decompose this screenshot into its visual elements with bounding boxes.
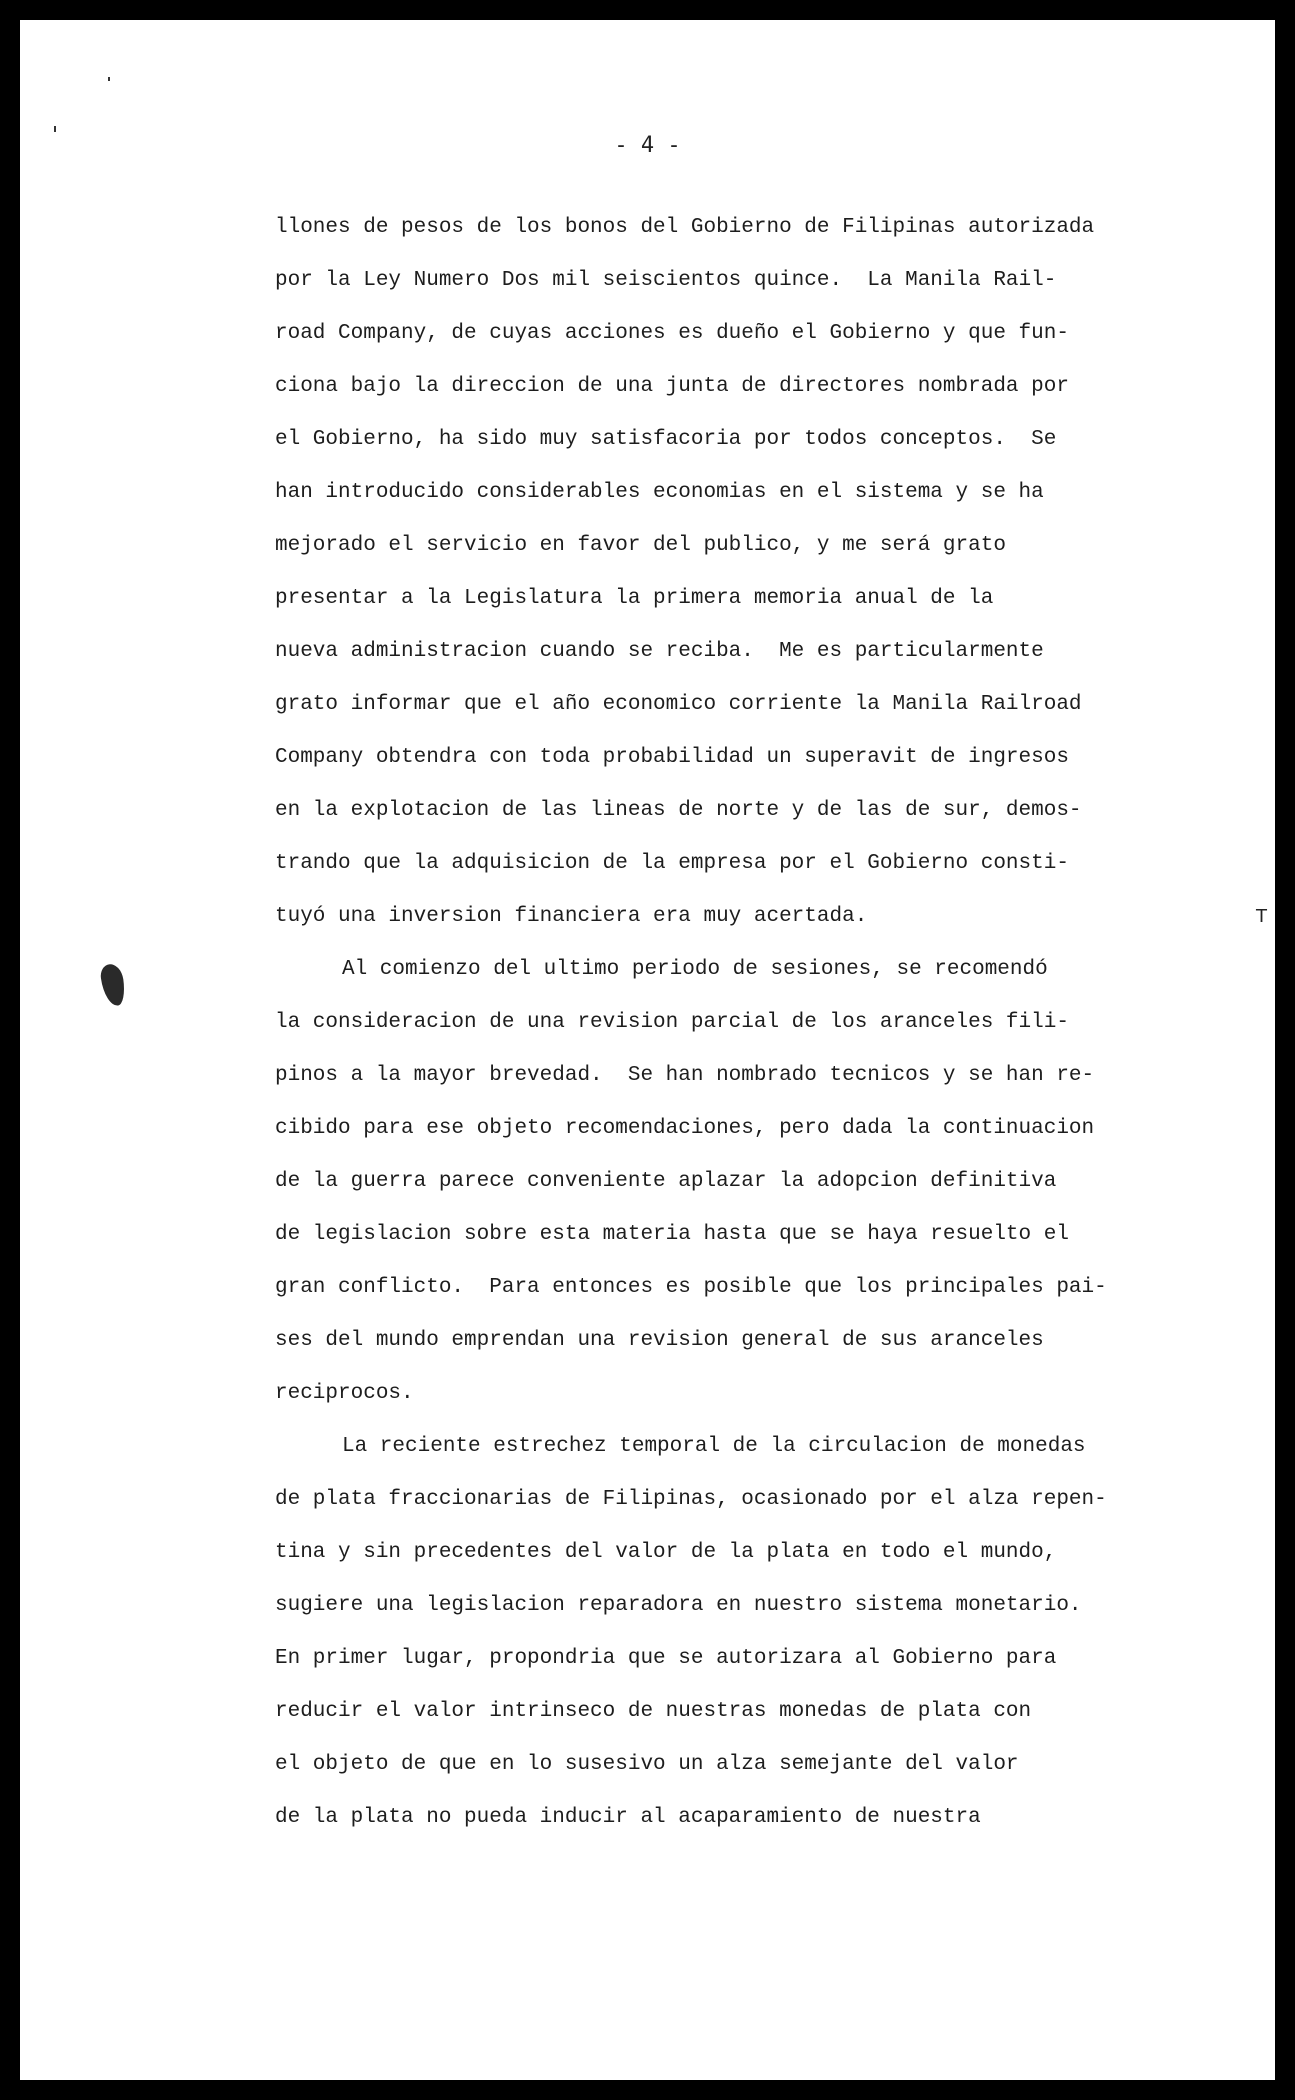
text-line: de plata fraccionarias de Filipinas, ocasionado por el alza repen- bbox=[275, 1488, 1107, 1511]
text-line: sugiere una legislacion reparadora en nuestro sistema monetario. bbox=[275, 1594, 1082, 1617]
text-line: tina y sin precedentes del valor de la plata en todo el mundo, bbox=[275, 1541, 1057, 1564]
text-line: grato informar que el año economico corriente la Manila Railroad bbox=[275, 693, 1082, 716]
text-line: en la explotacion de las lineas de norte y de las de sur, demos- bbox=[275, 799, 1082, 822]
document-body bbox=[275, 212, 1175, 1855]
text-line: han introducido considerables economias en el sistema y se ha bbox=[275, 481, 1044, 504]
text-line: de la plata no pueda inducir al acaparamiento de nuestra bbox=[275, 1806, 981, 1829]
text-line: mejorado el servicio en favor del publico, y me será grato bbox=[275, 534, 1006, 557]
text-line: cibido para ese objeto recomendaciones, pero dada la continuacion bbox=[275, 1117, 1095, 1140]
text-line: llones de pesos de los bonos del Gobierno de Filipinas autorizada bbox=[275, 216, 1095, 239]
paragraph bbox=[275, 954, 1175, 1431]
ink-blot bbox=[99, 963, 127, 1008]
paragraph bbox=[275, 1431, 1175, 1855]
page-number: - 4 - bbox=[614, 133, 681, 158]
text-line: la consideracion de una revision parcial de los aranceles fili- bbox=[275, 1011, 1069, 1034]
text-line: el objeto de que en lo susesivo un alza semejante del valor bbox=[275, 1753, 1019, 1776]
document-page bbox=[20, 20, 1275, 2080]
text-line: de la guerra parece conveniente aplazar la adopcion definitiva bbox=[275, 1170, 1057, 1193]
text-line: por la Ley Numero Dos mil seiscientos quince. La Manila Rail- bbox=[275, 269, 1057, 292]
text-line: nueva administracion cuando se reciba. Me es particularmente bbox=[275, 640, 1044, 663]
text-line: road Company, de cuyas acciones es dueño el Gobierno y que fun- bbox=[275, 322, 1069, 345]
text-line: reciprocos. bbox=[275, 1382, 414, 1405]
text-line: pinos a la mayor brevedad. Se han nombrado tecnicos y se han re- bbox=[275, 1064, 1095, 1087]
text-line: de legislacion sobre esta materia hasta que se haya resuelto el bbox=[275, 1223, 1069, 1246]
text-line: tuyó una inversion financiera era muy acertada. bbox=[275, 905, 868, 928]
text-line: el Gobierno, ha sido muy satisfacoria por todos conceptos. Se bbox=[275, 428, 1057, 451]
text-line: reducir el valor intrinseco de nuestras monedas de plata con bbox=[275, 1700, 1032, 1723]
text-line: presentar a la Legislatura la primera memoria anual de la bbox=[275, 587, 994, 610]
margin-speck bbox=[54, 126, 56, 132]
paragraph bbox=[275, 212, 1175, 954]
text-line: Company obtendra con toda probabilidad un superavit de ingresos bbox=[275, 746, 1069, 769]
text-line: gran conflicto. Para entonces es posible que los principales pai- bbox=[275, 1276, 1107, 1299]
text-line: ciona bajo la direccion de una junta de directores nombrada por bbox=[275, 375, 1069, 398]
text-line: Al comienzo del ultimo periodo de sesiones, se recomendó bbox=[342, 958, 1048, 981]
text-line: ses del mundo emprendan una revision general de sus aranceles bbox=[275, 1329, 1044, 1352]
text-line: En primer lugar, propondria que se autorizara al Gobierno para bbox=[275, 1647, 1057, 1670]
text-line: La reciente estrechez temporal de la circulacion de monedas bbox=[342, 1435, 1086, 1458]
text-line: trando que la adquisicion de la empresa por el Gobierno consti- bbox=[275, 852, 1069, 875]
margin-speck bbox=[108, 77, 110, 81]
side-margin-mark: T bbox=[1256, 906, 1267, 927]
